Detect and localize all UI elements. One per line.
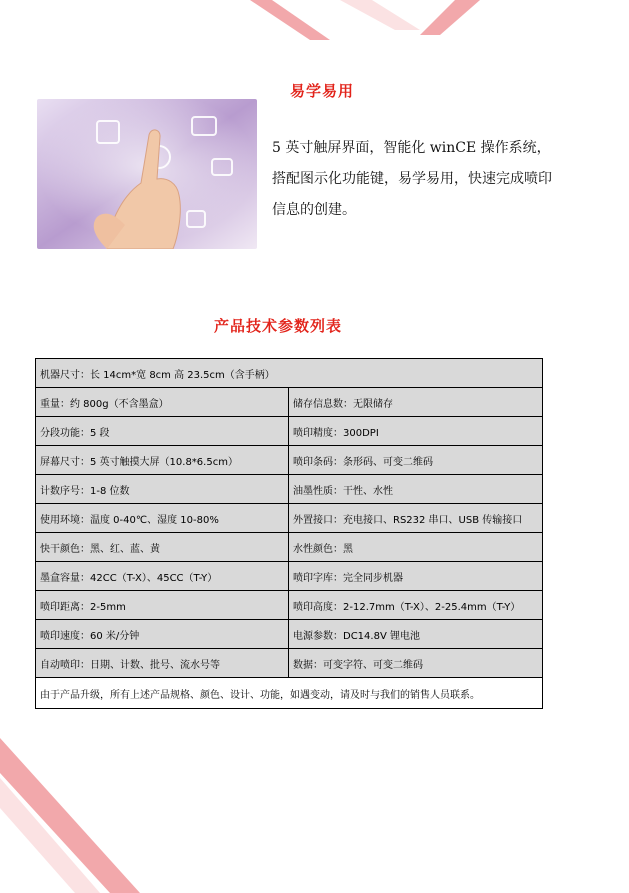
spec-cell: 储存信息数：无限储存 [289, 388, 543, 417]
table-row [36, 446, 543, 475]
spec-cell: 屏幕尺寸：5 英寸触摸大屏（10.8*6.5cm） [36, 446, 289, 475]
spec-cell: 机器尺寸：长 14cm*宽 8cm 高 23.5cm（含手柄） [36, 359, 543, 388]
spec-cell: 喷印高度：2-12.7mm（T-X）、2-25.4mm（T-Y） [289, 591, 543, 620]
spec-table [35, 358, 543, 709]
section-title-spec-table: 产品技术参数列表 [214, 317, 343, 335]
spec-cell: 使用环境：温度 0-40℃、湿度 10-80% [36, 504, 289, 533]
intro-paragraph: 5 英寸触屏界面，智能化 winCE 操作系统，搭配图示化功能键，易学易用，快速完成喷印信息的创建。 [272, 140, 552, 218]
table-row [36, 388, 543, 417]
spec-cell: 水性颜色：黑 [289, 533, 543, 562]
spec-cell: 计数序号：1-8 位数 [36, 475, 289, 504]
table-row [36, 504, 543, 533]
table-row [36, 649, 543, 678]
spec-cell: 快干颜色：黑、红、蓝、黄 [36, 533, 289, 562]
touchscreen-hand-image [37, 99, 257, 249]
spec-cell: 喷印速度：60 米/分钟 [36, 620, 289, 649]
spec-cell: 喷印精度：300DPI [289, 417, 543, 446]
table-row [36, 678, 543, 709]
spec-cell: 分段功能：5 段 [36, 417, 289, 446]
spec-cell: 喷印字库：完全同步机器 [289, 562, 543, 591]
spec-cell: 电源参数：DC14.8V 锂电池 [289, 620, 543, 649]
top-ribbon-decoration [0, 0, 629, 60]
section-title-easy-use: 易学易用 [290, 82, 355, 100]
table-row [36, 359, 543, 388]
spec-cell: 喷印距离：2-5mm [36, 591, 289, 620]
table-row [36, 417, 543, 446]
spec-cell: 外置接口：充电接口、RS232 串口、USB 传输接口 [289, 504, 543, 533]
table-row [36, 475, 543, 504]
table-row [36, 620, 543, 649]
table-row [36, 591, 543, 620]
spec-cell: 重量：约 800g（不含墨盒） [36, 388, 289, 417]
spec-cell: 自动喷印：日期、计数、批号、流水号等 [36, 649, 289, 678]
table-row [36, 533, 543, 562]
spec-cell: 油墨性质：干性、水性 [289, 475, 543, 504]
disclaimer-note: 由于产品升级，所有上述产品规格、颜色、设计、功能，如遇变动，请及时与我们的销售人员联系。 [36, 678, 543, 709]
spec-cell: 数据：可变字符、可变二维码 [289, 649, 543, 678]
spec-cell: 墨盒容量：42CC（T-X）、45CC（T-Y） [36, 562, 289, 591]
table-row [36, 562, 543, 591]
spec-cell: 喷印条码：条形码、可变二维码 [289, 446, 543, 475]
bottom-ribbon-decoration [0, 738, 140, 893]
